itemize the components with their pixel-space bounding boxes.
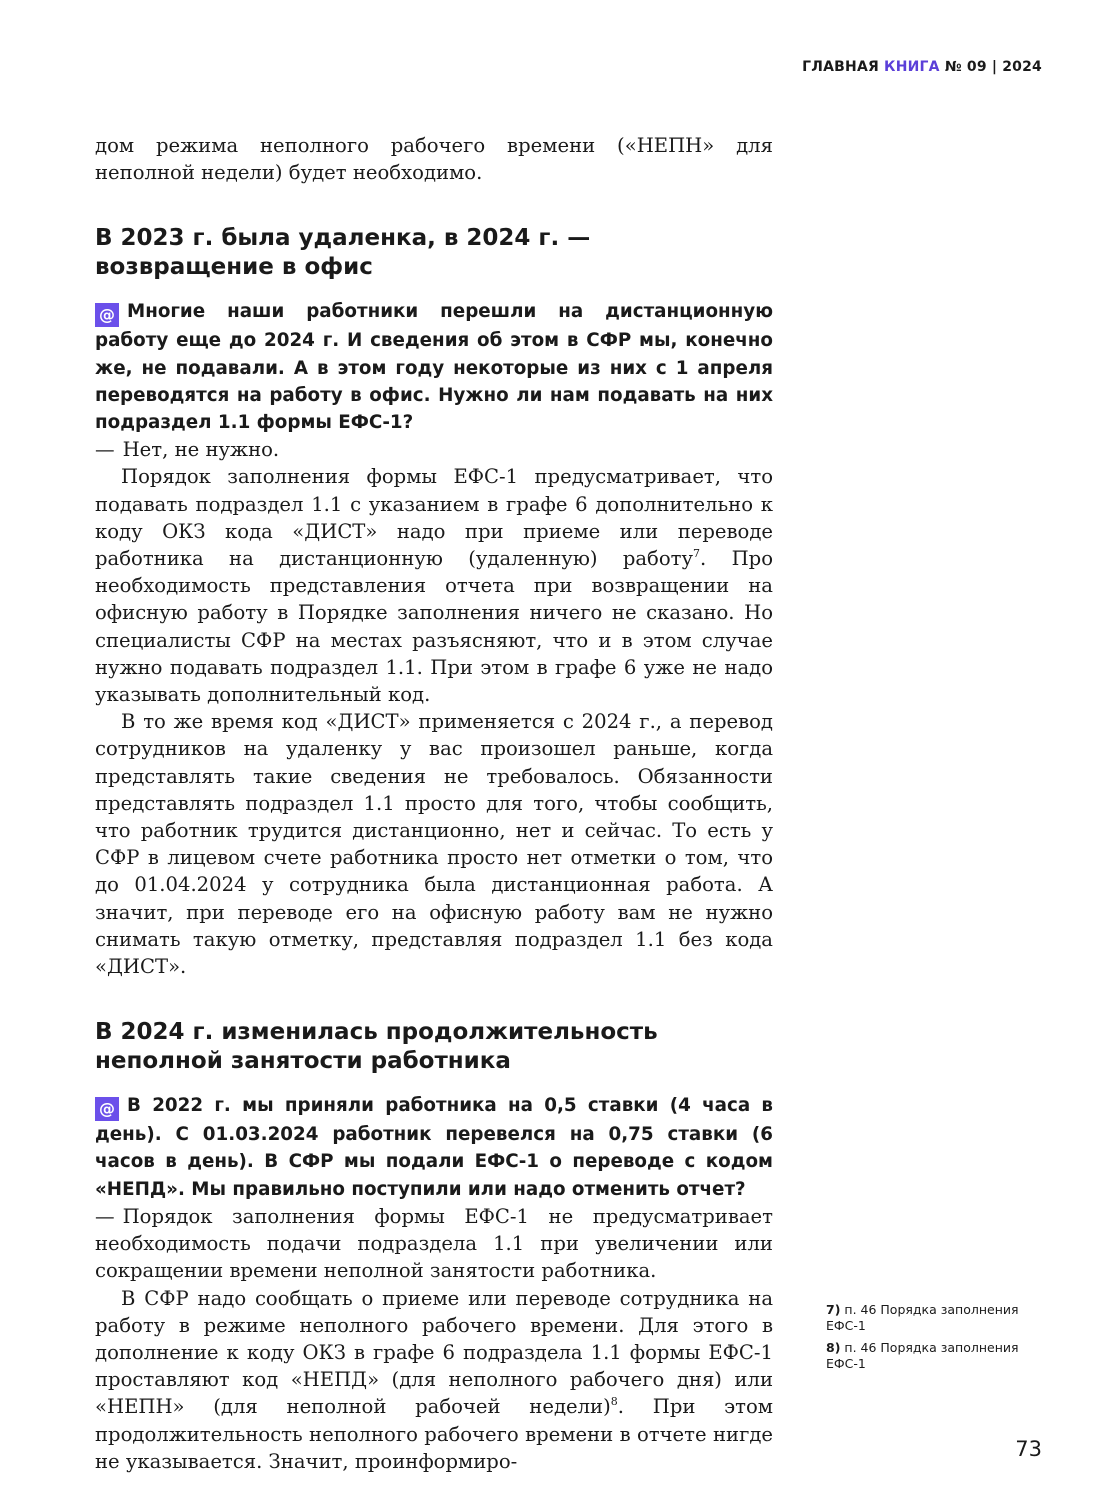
section2-p1-part2: . При этом продолжительность неполного рабочего времени в отчете нигде не указывается. Значит, проинформиро- <box>95 1395 774 1473</box>
footnote-text: п. 46 Порядка заполнения ЕФС-1 <box>826 1340 1019 1371</box>
section1-heading-line2: возвращение в офис <box>95 254 373 281</box>
footnote-number: 7) <box>826 1302 841 1317</box>
section1-p1-part2: . Про необходимость представления отчета при возвращении на офисную работу в Порядке заполнения ничего не сказано. Но специалисты СФР на местах разъясняют, что и в этом случае нужно подавать подраздел 1.1. При этом в графе 6 уже не надо указывать дополнительный код. <box>95 547 773 707</box>
section2-heading <box>95 1018 773 1076</box>
section1-heading <box>95 224 773 282</box>
section1-paragraph1 <box>95 463 773 708</box>
section2-answer-text: Порядок заполнения формы ЕФС-1 не предусматривает необходимость подачи подраздела 1.1 при увеличении или сокращении времени неполной занятости работника. <box>95 1204 773 1283</box>
section1-question-text: Многие наши работники перешли на дистанционную работу еще до 2024 г. И сведения об этом в СФР мы, конечно же, не подавали. А в этом году некоторые из них с 1 апреля переводятся на работу в офис. Нужно ли нам подавать на них подраздел 1.1 формы ЕФС-1? <box>95 301 773 434</box>
section1-heading-line1: В 2023 г. была удаленка, в 2024 г. — <box>95 225 591 252</box>
footnote-7 <box>826 1302 1036 1334</box>
article-column <box>95 132 773 1475</box>
running-header <box>802 59 1042 75</box>
issue-number: № 09 | 2024 <box>944 59 1042 75</box>
section2-p1-part1: В СФР надо сообщать о приеме или переводе сотрудника на работу в режиме неполного рабочего времени. Для этого в дополнение к коду ОКЗ в графе 6 подраздела 1.1 формы ЕФС-1 проставляют код «НЕПД» (для неполного рабочего дня) или «НЕПН» (для неполной рабочей недели) <box>95 1286 773 1419</box>
section1-answer <box>95 436 773 463</box>
at-icon: @ <box>95 303 119 327</box>
section2-question-text: В 2022 г. мы приняли работника на 0,5 ставки (4 часа в день). С 01.03.2024 работник перевелся на 0,75 ставки (6 часов в день). В СФР мы подали ЕФС-1 о переводе с кодом «НЕПД». Мы правильно поступили или надо отменить отчет? <box>95 1095 773 1200</box>
answer-dash: — <box>95 438 115 462</box>
magazine-name-part1: ГЛАВНАЯ <box>802 59 879 75</box>
magazine-name-part2: КНИГА <box>884 59 940 75</box>
section2-paragraph1 <box>95 1285 773 1475</box>
section2-question <box>95 1092 773 1203</box>
page-number: 73 <box>1015 1437 1042 1461</box>
section2-heading-line1: В 2024 г. изменилась продолжительность <box>95 1019 658 1046</box>
section2-answer <box>95 1203 773 1285</box>
section2-heading-line2: неполной занятости работника <box>95 1048 511 1075</box>
footnotes <box>826 1302 1036 1378</box>
footnote-8 <box>826 1340 1036 1372</box>
section1-paragraph2: В то же время код «ДИСТ» применяется с 2024 г., а перевод сотрудников на удаленку у вас произошел раньше, когда представлять такие сведения не требовалось. Обязанности представлять подраздел 1.1 просто для того, чтобы сообщить, что работник трудится дистанционно, нет и сейчас. То есть у СФР в лицевом счете работника просто нет отметки о том, что до 01.04.2024 у сотрудника была дистанционная работа. А значит, при переводе его на офисную работу вам не нужно снимать такую отметку, представляя подраздел 1.1 без кода «ДИСТ». <box>95 710 773 979</box>
footnote-ref-7: 7 <box>693 547 701 561</box>
footnote-number: 8) <box>826 1340 841 1355</box>
answer-dash: — <box>95 1204 115 1228</box>
section1-p1-part1: Порядок заполнения формы ЕФС-1 предусматривает, что подавать подраздел 1.1 с указанием в графе 6 дополнительно к коду ОКЗ кода «ДИСТ» надо при приеме или переводе работника на дистанционную (удаленную) работу <box>95 465 773 571</box>
at-icon: @ <box>95 1097 119 1121</box>
footnote-text: п. 46 Порядка заполнения ЕФС-1 <box>826 1302 1019 1333</box>
footnote-ref-8: 8 <box>610 1395 618 1409</box>
intro-paragraph: дом режима неполного рабочего времени («НЕПН» для неполной недели) будет необходимо. <box>95 134 773 185</box>
section1-answer-text: Нет, не нужно. <box>122 438 280 462</box>
section1-question <box>95 298 773 436</box>
